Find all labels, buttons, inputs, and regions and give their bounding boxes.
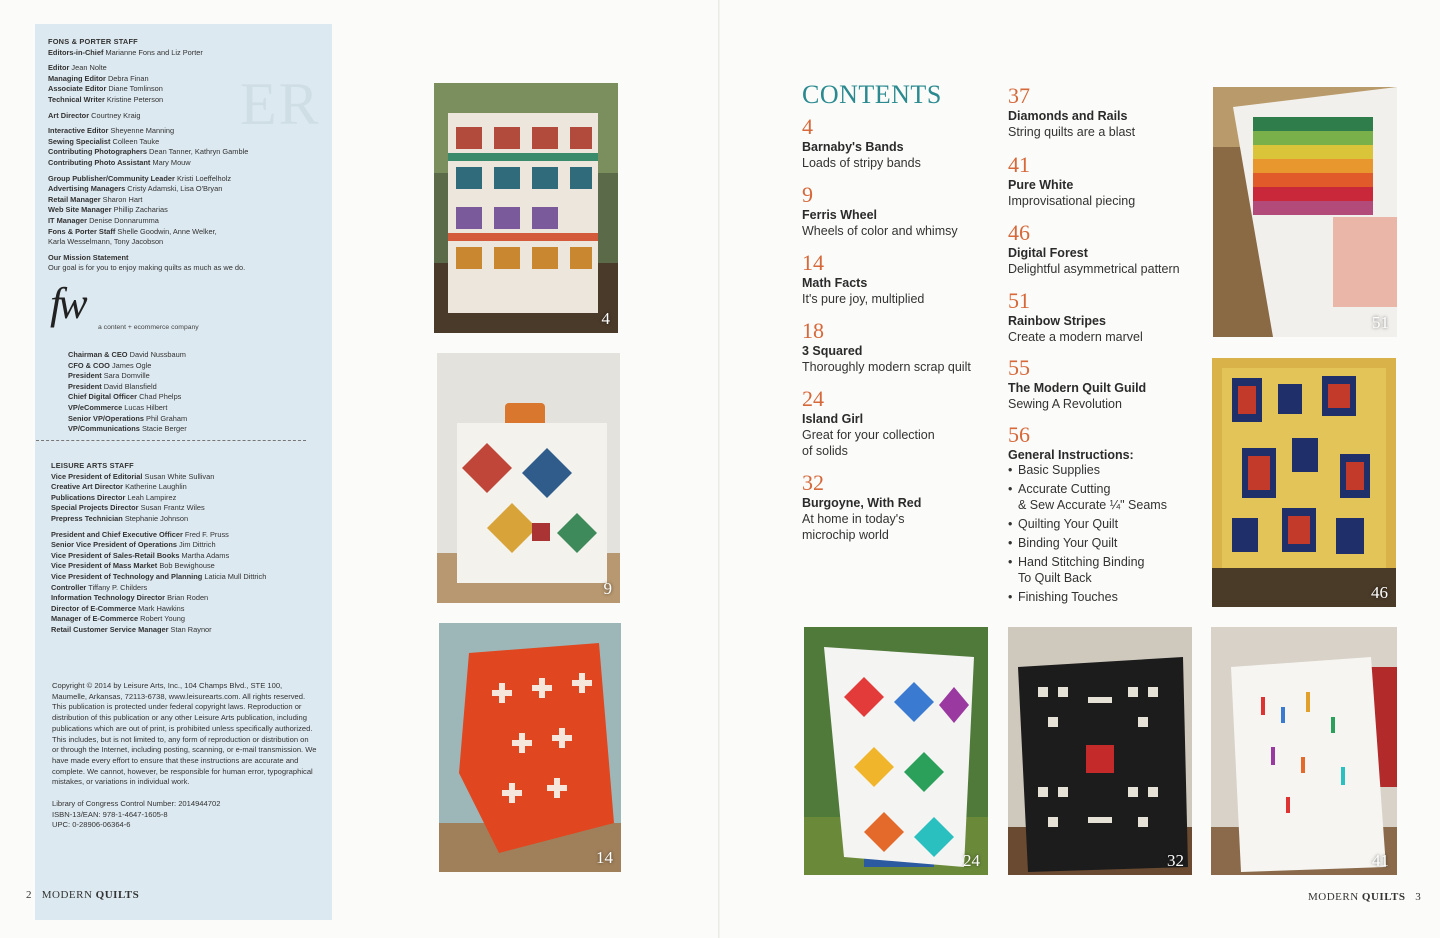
staff-name: Sara Domville	[103, 371, 150, 381]
staff-row	[51, 514, 266, 525]
staff-role: Interactive Editor	[48, 126, 109, 136]
staff-row	[51, 561, 266, 572]
entry-title: Digital Forest	[1008, 246, 1088, 260]
entry-description: Delightful asymmetrical pattern	[1008, 262, 1180, 276]
entry-page-number: 18	[802, 318, 824, 343]
staff-row	[68, 392, 187, 403]
staff-row	[48, 184, 248, 195]
staff-role: VP/Communications	[68, 424, 140, 434]
quilt-illustration	[1213, 87, 1397, 337]
staff-role: Information Technology Director	[51, 593, 166, 603]
staff-name: Courtney Kraig	[91, 110, 141, 120]
staff-name: Laticia Mull Dittrich	[204, 571, 267, 581]
contents-entry[interactable]	[802, 115, 1002, 171]
staff-name: Bob Bewighouse	[159, 561, 215, 571]
staff-name: Debra Finan	[107, 73, 149, 83]
staff-heading: FONS & PORTER STAFF	[48, 37, 138, 46]
staff-name: Our goal is for you to enjoy making quilts as much as we do.	[48, 263, 246, 273]
staff-role: Retail Manager	[48, 194, 101, 204]
staff-name: Susan White Sullivan	[144, 471, 215, 481]
staff-role: Chief Digital Officer	[68, 392, 137, 402]
staff-name: Fred F. Pruss	[184, 529, 229, 539]
entry-description: It's pure joy, multiplied	[802, 292, 925, 306]
staff-row	[48, 37, 248, 48]
folio-page-number: 2	[26, 889, 32, 901]
staff-row	[51, 540, 266, 551]
entry-page-number: 9	[802, 182, 813, 207]
fw-logo-tagline: a content + ecommerce company	[98, 324, 199, 331]
staff-role: Editor	[48, 63, 70, 73]
staff-row	[48, 74, 248, 85]
staff-row	[48, 205, 248, 216]
staff-name: Colleen Tauke	[112, 136, 160, 146]
list-item[interactable]: • Accurate Cutting & Sew Accurate ¼" Seams	[1008, 481, 1208, 513]
photo-digital-forest	[1212, 358, 1396, 607]
staff-role: Sewing Specialist	[48, 136, 111, 146]
staff-row	[48, 158, 248, 169]
staff-row	[51, 593, 266, 604]
staff-role: Contributing Photographers	[48, 147, 147, 157]
quilt-illustration	[439, 623, 621, 872]
staff-row	[48, 147, 248, 158]
contents-entry[interactable]	[1008, 221, 1208, 277]
staff-heading: LEISURE ARTS STAFF	[51, 461, 134, 470]
right-folio	[1308, 891, 1421, 903]
photo-page-number: 51	[1372, 313, 1389, 332]
photo-burgoyne-with-red	[1008, 627, 1192, 875]
staff-name: Karla Wesselmann, Tony Jacobson	[48, 237, 164, 247]
entry-page-number: 4	[802, 114, 813, 139]
staff-role: Vice President of Editorial	[51, 471, 143, 481]
folio-page-number: 3	[1415, 891, 1422, 903]
contents-entry[interactable]	[802, 471, 1002, 543]
staff-name: Marianne Fons and Liz Porter	[105, 47, 203, 57]
staff-row	[68, 371, 187, 382]
staff-name: Robert Young	[140, 614, 185, 624]
photo-page-number: 4	[601, 309, 610, 328]
folio-magazine-b: QUILTS	[1361, 891, 1406, 903]
photo-math-facts	[439, 623, 621, 872]
photo-page-number: 32	[1167, 851, 1184, 870]
staff-role: Vice President of Mass Market	[51, 561, 158, 571]
staff-role: Director of E-Commerce	[51, 603, 137, 613]
staff-row	[48, 63, 248, 74]
staff-row	[51, 551, 266, 562]
staff-role: Associate Editor	[48, 84, 107, 94]
staff-role: Senior VP/Operations	[68, 413, 144, 423]
staff-role: Our Mission Statement	[48, 252, 129, 262]
list-item[interactable]: • Finishing Touches	[1008, 589, 1208, 605]
entry-page-number: 37	[1008, 83, 1030, 108]
entry-page-number: 32	[802, 470, 824, 495]
entry-title: Ferris Wheel	[802, 208, 878, 222]
entry-page-number: 55	[1008, 355, 1030, 380]
staff-name: Cristy Adamski, Lisa O'Bryan	[127, 184, 223, 194]
photo-page-number: 41	[1372, 851, 1389, 870]
photo-barnabys-bands	[434, 83, 618, 333]
staff-name: Jim Dittrich	[179, 540, 216, 550]
staff-role: President	[68, 381, 102, 391]
photo-page-number: 24	[963, 851, 980, 870]
copyright-notice	[52, 681, 317, 831]
staff-name: Sheyenne Manning	[110, 126, 175, 136]
general-instructions-list	[1008, 462, 1208, 608]
staff-name: Dean Tanner, Kathryn Gamble	[149, 147, 249, 157]
staff-role: Chairman & CEO	[68, 350, 128, 359]
staff-name: David Blansfield	[103, 381, 157, 391]
staff-role: Fons & Porter Staff	[48, 226, 116, 236]
staff-row	[51, 625, 266, 636]
staff-name: Shelle Goodwin, Anne Welker,	[117, 226, 217, 236]
fw-executive-list	[68, 350, 187, 435]
staff-name: Phil Graham	[146, 413, 188, 423]
staff-role: Editors-in-Chief	[48, 47, 104, 57]
staff-role: Web Site Manager	[48, 205, 112, 215]
staff-row	[48, 263, 248, 274]
list-item[interactable]: • Hand Stitching Binding To Quilt Back	[1008, 554, 1208, 586]
photo-page-number: 9	[603, 579, 612, 598]
leisure-arts-staff-list	[51, 461, 266, 636]
contents-entry[interactable]	[802, 251, 1002, 307]
entry-description: Great for your collection	[802, 428, 935, 442]
staff-role: Vice President of Technology and Planning	[51, 571, 203, 581]
entry-title: Diamonds and Rails	[1008, 109, 1128, 123]
entry-title: Rainbow Stripes	[1008, 314, 1106, 328]
quilt-illustration	[804, 627, 988, 875]
staff-role: VP/eCommerce	[68, 402, 123, 412]
staff-name: Brian Roden	[167, 593, 209, 603]
staff-role: Senior Vice President of Operations	[51, 540, 177, 550]
quilt-illustration	[434, 83, 618, 333]
photo-page-number: 14	[596, 848, 613, 867]
staff-role: President	[68, 371, 102, 381]
entry-title: Burgoyne, With Red	[802, 496, 922, 510]
entry-page-number: 14	[802, 250, 824, 275]
background-ghost-letters: ER	[240, 71, 321, 137]
contents-entry[interactable]	[802, 319, 1002, 375]
staff-row	[68, 350, 187, 361]
contents-entry[interactable]	[1008, 153, 1208, 209]
entry-description: Sewing A Revolution	[1008, 397, 1122, 411]
dashed-divider	[36, 440, 306, 441]
staff-name: Kristi Loeffelholz	[176, 173, 232, 183]
entry-description: microchip world	[802, 528, 889, 542]
photo-ferris-wheel	[437, 353, 620, 603]
staff-role: Art Director	[48, 110, 90, 120]
staff-name: Jean Nolte	[71, 63, 107, 73]
staff-name: David Nussbaum	[129, 350, 186, 359]
staff-row	[51, 614, 266, 625]
staff-name: Susan Frantz Wiles	[140, 503, 205, 513]
staff-name: Lucas Hilbert	[124, 402, 168, 412]
staff-role: Contributing Photo Assistant	[48, 157, 151, 167]
entry-description: Loads of stripy bands	[802, 156, 921, 170]
staff-row	[51, 604, 266, 615]
entry-title: Island Girl	[802, 412, 864, 426]
entry-description: At home in today's	[802, 512, 905, 526]
contents-entry[interactable]	[1008, 289, 1208, 345]
contents-entry[interactable]	[1008, 84, 1208, 140]
staff-role: Retail Customer Service Manager	[51, 624, 169, 634]
photo-island-girl	[804, 627, 988, 875]
staff-row	[48, 174, 248, 185]
entry-description: Improvisational piecing	[1008, 194, 1136, 208]
staff-name: Phillip Zacharias	[113, 205, 168, 215]
fons-porter-staff-list	[48, 37, 248, 274]
entry-description: Wheels of color and whimsy	[802, 224, 958, 238]
staff-role: Technical Writer	[48, 94, 105, 104]
entry-title: Barnaby's Bands	[802, 140, 904, 154]
staff-name: Katherine Laughlin	[125, 482, 187, 492]
copyright-text: Copyright © 2014 by Leisure Arts, Inc., 104 Champs Blvd., STE 100, Maumelle, Arkansas, 72113-6738, www.leisurearts.com. All rights reserved. This publication is protected under federal copyright laws. Reproduction or distribution of this publication or any other Leisure Arts publication, including publications which are out of print, is prohibited unless specifically authorized. This includes, but is not limited to, any form of reproduction or distribution on or through the Internet, including posting, scanning, or e-mail transmission. We have made every effort to ensure that these instructions are accurate and complete. We cannot, however, be responsible for human error, typographical mistakes, or variations in individual work.	[52, 681, 317, 787]
staff-role: CFO & COO	[68, 360, 110, 370]
staff-row	[51, 461, 266, 472]
staff-name: Tiffany P. Childers	[88, 582, 148, 592]
staff-role: Manager of E-Commerce	[51, 614, 139, 624]
contents-entry[interactable]	[1008, 423, 1208, 463]
staff-role: IT Manager	[48, 215, 88, 225]
folio-magazine-b: QUILTS	[95, 889, 140, 901]
quilt-illustration	[1211, 627, 1397, 875]
staff-row	[48, 237, 248, 248]
staff-row	[51, 503, 266, 514]
staff-role: President and Chief Executive Officer	[51, 529, 183, 539]
staff-name: Martha Adams	[181, 550, 230, 560]
list-item[interactable]: • Basic Supplies	[1008, 462, 1208, 478]
staff-row	[48, 216, 248, 227]
staff-row	[48, 195, 248, 206]
folio-magazine-a: MODERN	[1308, 891, 1362, 903]
entry-description: Thoroughly modern scrap quilt	[802, 360, 971, 374]
staff-name: Stephanie Johnson	[124, 513, 189, 523]
staff-name: Leah Lampirez	[127, 492, 177, 502]
list-item[interactable]: • Binding Your Quilt	[1008, 535, 1208, 551]
staff-row	[51, 493, 266, 504]
entry-description: String quilts are a blast	[1008, 125, 1136, 139]
entry-title: Pure White	[1008, 178, 1074, 192]
staff-role: Advertising Managers	[48, 184, 126, 194]
staff-row	[68, 361, 187, 372]
staff-name: Mark Hawkins	[138, 603, 185, 613]
entry-page-number: 24	[802, 386, 824, 411]
staff-row	[48, 48, 248, 59]
staff-name: Stan Raynor	[170, 624, 212, 634]
staff-row	[48, 84, 248, 95]
staff-name: Denise Donnarumma	[89, 215, 159, 225]
staff-name: Sharon Hart	[102, 194, 143, 204]
quilt-illustration	[1212, 358, 1396, 607]
staff-row	[68, 424, 187, 435]
staff-row	[48, 126, 248, 137]
contents-entry[interactable]	[802, 387, 1002, 459]
entry-description: Create a modern marvel	[1008, 330, 1143, 344]
entry-page-number: 46	[1008, 220, 1030, 245]
staff-role: Vice President of Sales-Retail Books	[51, 550, 180, 560]
photo-pure-white	[1211, 627, 1397, 875]
entry-page-number: 51	[1008, 288, 1030, 313]
entry-title: 3 Squared	[802, 344, 863, 358]
contents-entry[interactable]	[1008, 356, 1208, 412]
staff-row	[48, 137, 248, 148]
staff-row	[48, 111, 248, 122]
staff-role: Group Publisher/Community Leader	[48, 173, 175, 183]
staff-name: Stacie Berger	[141, 424, 187, 434]
quilt-illustration	[437, 353, 620, 603]
left-folio	[26, 889, 139, 901]
entry-title: The Modern Quilt Guild	[1008, 381, 1147, 395]
upc: UPC: 0-28906-06364-6	[52, 820, 131, 830]
staff-row	[48, 95, 248, 106]
list-item[interactable]: • Quilting Your Quilt	[1008, 516, 1208, 532]
staff-row	[51, 472, 266, 483]
staff-name: Kristine Peterson	[106, 94, 164, 104]
staff-row	[68, 403, 187, 414]
loc-number: Library of Congress Control Number: 2014944702	[52, 799, 221, 809]
staff-name: James Ogle	[111, 360, 152, 370]
folio-magazine-a: MODERN	[41, 889, 96, 901]
contents-entry[interactable]	[802, 183, 1002, 239]
isbn: ISBN-13/EAN: 978-1-4647-1605-8	[52, 809, 168, 819]
staff-row	[48, 227, 248, 238]
staff-role: Publications Director	[51, 492, 126, 502]
fw-logo: fw	[50, 279, 84, 328]
entry-description: of solids	[802, 444, 848, 458]
staff-role: Special Projects Director	[51, 503, 139, 513]
staff-row	[51, 530, 266, 541]
staff-role: Creative Art Director	[51, 482, 124, 492]
photo-page-number: 46	[1371, 583, 1388, 602]
staff-row	[68, 382, 187, 393]
page-gutter	[718, 0, 720, 938]
staff-row	[48, 253, 248, 264]
staff-name: Chad Phelps	[139, 392, 182, 402]
entry-page-number: 56	[1008, 422, 1030, 447]
entry-title: General Instructions:	[1008, 448, 1134, 462]
staff-row	[51, 482, 266, 493]
entry-title: Math Facts	[802, 276, 868, 290]
photo-rainbow-stripes	[1213, 87, 1397, 337]
quilt-illustration	[1008, 627, 1192, 875]
staff-row	[51, 583, 266, 594]
staff-role: Managing Editor	[48, 73, 106, 83]
staff-role: Prepress Technician	[51, 513, 123, 523]
staff-name: Mary Mouw	[152, 157, 191, 167]
contents-heading: CONTENTS	[802, 80, 942, 109]
staff-row	[51, 572, 266, 583]
staff-row	[68, 414, 187, 425]
staff-name: Diane Tomlinson	[108, 84, 163, 94]
entry-page-number: 41	[1008, 152, 1030, 177]
staff-role: Controller	[51, 582, 87, 592]
